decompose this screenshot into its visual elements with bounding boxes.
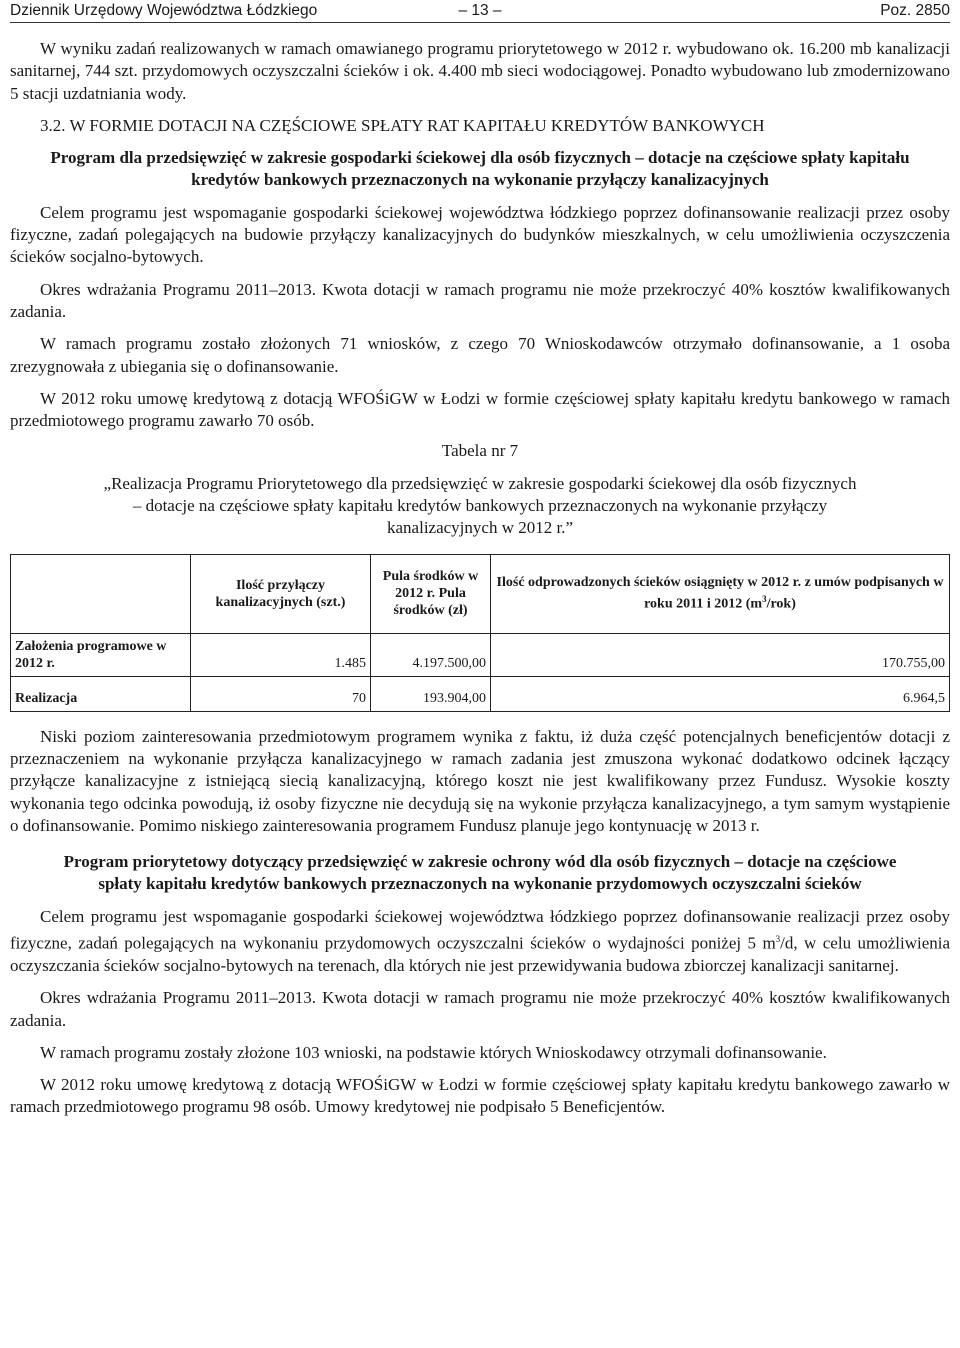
- row-funds: 4.197.500,00: [371, 633, 491, 676]
- table-title: „Realizacja Programu Priorytetowego dla przedsięwzięć w zakresie gospodarki ściekowej dla osób fizycznych – dotacje na częściowe spłaty kapitału kredytów bankowych przeznaczonych na wykonanie przyłączy kanalizacyjnych w 2012 r.”: [103, 473, 857, 538]
- position-number: Poz. 2850: [880, 2, 950, 19]
- row-label: Założenia programowe w 2012 r.: [11, 633, 191, 676]
- journal-name: Dziennik Urzędowy Województwa Łódzkiego: [10, 2, 318, 19]
- program2-title: Program priorytetowy dotyczący przedsięwzięć w zakresie ochrony wód dla osób fizycznych – dotacje na częściowe spłaty kapitału kredytów bankowych przeznaczonych na wykonanie przydomowych oczyszczalni ścieków: [63, 852, 897, 894]
- sewage-header-text: Ilość odprowadzonych ścieków osiągnięty w 2012 r. z umów podpisanych w roku 2011 i 2012 (m: [496, 575, 944, 612]
- program2-goal-sup: 3: [775, 934, 781, 945]
- table-header-empty: [11, 554, 191, 633]
- program1-goal-paragraph: Celem programu jest wspomaganie gospodarki ściekowej województwa łódzkiego poprzez dofinansowanie realizacji przez osoby fizyczne, zadań polegających na budowie przyłączy kanalizacyjnych do budynków mieszkalnych, w celu umożliwienia oczyszczenia ścieków socjalno-bytowych.: [10, 202, 950, 267]
- page-header: [10, 0, 950, 23]
- program1-period-paragraph: Okres wdrażania Programu 2011–2013. Kwota dotacji w ramach programu nie może przekroczyć 40% kosztów kwalifikowanych zadania.: [10, 279, 950, 321]
- analysis-paragraph: Niski poziom zainteresowania przedmiotowym programem wynika z faktu, iż duża część potencjalnych beneficjentów dotacji z przeznaczeniem na wykonanie przyłącza kanalizacyjnego w ramach zadania jest zmuszona wykonać dodatkowo odcinek łączący przyłącze kanalizacyjne z istniejącą siecią kanalizacyjną, którego koszt nie jest kwalifikowany przez Fundusz. Wysokie koszty wykonania tego odcinka powodują, iż osoby fizyczne nie decydują się na wykonie przyłącza kanalizacyjnego, a tym samym wystąpienie o dofinansowanie. Pomimo niskiego zainteresowania programem Fundusz planuje jego kontynuację w 2013 r.: [10, 726, 950, 835]
- program2-contracts-paragraph: W 2012 roku umowę kredytową z dotacją WFOŚiGW w Łodzi w formie częściowej spłaty kapitału kredytu bankowego zawarło w ramach przedmiotowego programu 98 osób. Umowy kredytowej nie podpisało 5 Beneficjentów.: [10, 1075, 950, 1117]
- program2-applications-paragraph: W ramach programu zostały złożone 103 wnioski, na podstawie których Wnioskodawcy otrzymali dofinansowanie.: [40, 1042, 827, 1062]
- program1-title: Program dla przedsięwzięć w zakresie gospodarki ściekowej dla osób fizycznych – dotacje na częściowe spłaty kapitału kredytów bankowych przeznaczonych na wykonanie przyłączy kanalizacyjnych: [50, 148, 910, 190]
- program2-goal-text-end: /d, w celu umożliwienia oczyszczania ścieków socjalno-bytowych na terenach, dla których nie jest przewidywania budowa zbiorczej kanalizacji sanitarnej.: [10, 933, 951, 975]
- table-row: [11, 676, 950, 711]
- table-header-funds: Pula środków w 2012 r. Pula środków (zł): [371, 554, 491, 633]
- document-body: [10, 38, 950, 1119]
- intro-paragraph: W wyniku zadań realizowanych w ramach omawianego programu priorytetowego w 2012 r. wybudowano ok. 16.200 mb kanalizacji sanitarnej, 744 szt. przydomowych oczyszczalni ścieków i ok. 4.400 mb sieci wodociągowej. Ponadto wybudowano lub zmodernizowano 5 stacji uzdatniania wody.: [10, 39, 950, 103]
- sewage-header-unit: /rok): [766, 596, 796, 612]
- table-header-sewage: [491, 554, 950, 633]
- row-connections: 70: [191, 676, 371, 711]
- program2-period-paragraph: Okres wdrażania Programu 2011–2013. Kwota dotacji w ramach programu nie może przekroczyć 40% kosztów kwalifikowanych zadania.: [10, 988, 950, 1030]
- program1-contracts-paragraph: W 2012 roku umowę kredytową z dotacją WFOŚiGW w Łodzi w formie częściowej spłaty kapitału kredytu bankowego w ramach przedmiotowego programu zawarło 70 osób.: [10, 388, 950, 431]
- results-table: [10, 554, 950, 712]
- program1-applications-paragraph: W ramach programu zostało złożonych 71 wniosków, z czego 70 Wnioskodawców otrzymało dofinansowanie, a 1 osoba zrezygnowała z ubiegania się o dofinansowanie.: [10, 334, 950, 376]
- row-connections: 1.485: [191, 633, 371, 676]
- row-sewage: 6.964,5: [491, 676, 950, 711]
- section-heading: 3.2. W FORMIE DOTACJI NA CZĘŚCIOWE SPŁATY RAT KAPITAŁU KREDYTÓW BANKOWYCH: [40, 115, 765, 135]
- sewage-header-sup: 3: [762, 594, 767, 605]
- table-number: Tabela nr 7: [441, 441, 519, 461]
- table-row: [11, 633, 950, 676]
- row-sewage: 170.755,00: [491, 633, 950, 676]
- row-label: Realizacja: [11, 676, 191, 711]
- program2-goal-paragraph: [10, 906, 950, 978]
- program2-goal-text: Celem programu jest wspomaganie gospodarki ściekowej województwa łódzkiego poprzez dofinansowanie realizacji przez osoby fizyczne, zadań polegających na wykonaniu przydomowych oczyszczalni ścieków o wydajności poniżej 5 m: [10, 906, 950, 953]
- table-header-connections: Ilość przyłączy kanalizacyjnych (szt.): [191, 554, 371, 633]
- row-funds: 193.904,00: [371, 676, 491, 711]
- page-number: – 13 –: [458, 2, 502, 19]
- table-header-row: [11, 554, 950, 633]
